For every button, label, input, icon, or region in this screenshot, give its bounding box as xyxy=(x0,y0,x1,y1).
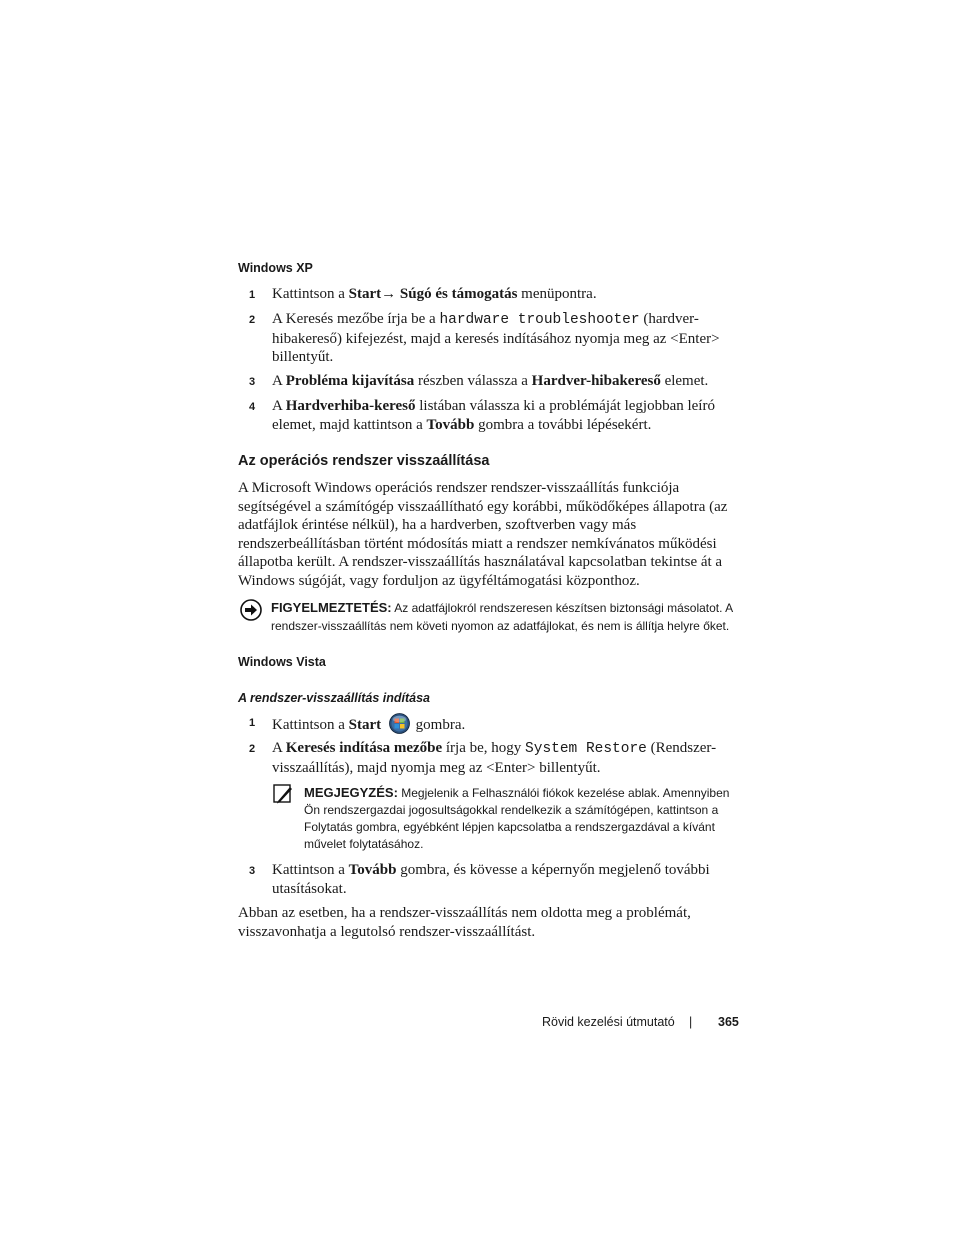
note-box xyxy=(273,784,739,853)
step-text: írja be, hogy xyxy=(442,740,526,756)
warning-arrow-icon xyxy=(240,599,262,626)
step-text: (hardver-hibakereső) kifejezést, majd a keresés indításához nyomja meg az <Enter> billentyűt. xyxy=(272,311,720,365)
section-heading-restore: Az operációs rendszer visszaállítása xyxy=(238,453,490,469)
windows-xp-heading: Windows XP xyxy=(238,261,313,275)
step-number: 3 xyxy=(249,376,256,388)
xp-step-2 xyxy=(249,310,729,367)
step-number: 1 xyxy=(249,717,256,729)
page-number: 365 xyxy=(718,1015,739,1029)
restore-paragraph: A Microsoft Windows operációs rendszer rendszer-visszaállítás funkciója segítségével a számítógép visszaállítható egy korábbi, működőképes állapotra (az adatfájlok érintése nélkül), ha a hardverben, szoftverben vagy más rendszerbeállításban történt módosítás miatt a rendszer nemkívánatos működési állapotba került. A rendszer-visszaállítás használatával kapcsolatban tekintse át a Windows súgóját, vagy forduljon az ügyféltámogatási központhoz. xyxy=(238,480,728,589)
step-text: gombra a további lépésekért. xyxy=(474,416,652,433)
note-text: Megjelenik a Felhasználói fiókok kezelése ablak. Amennyiben Ön rendszergazdai jogosultságokkal rendelkezik a számítógépen, kattintson a Folytatás gombra, egyébként lépjen kapcsolatba a rendszergazdával a kívánt művelet folytatásához. xyxy=(304,786,730,851)
step-text: A xyxy=(272,740,286,756)
warning-text: Az adatfájlokról rendszeresen készítsen biztonsági másolatot. A rendszer-visszaállítás nem követi nyomon az adatfájlokat, és nem is állítja helyre őket. xyxy=(271,601,733,633)
step-text: részben válassza a xyxy=(414,373,532,389)
vista-step-3 xyxy=(249,861,729,898)
step-text: gombra. xyxy=(411,717,466,733)
vista-step-2 xyxy=(249,739,729,777)
start-search-label: Keresés indítása mezőbe xyxy=(285,740,443,756)
pencil-note-icon xyxy=(273,784,293,809)
step-text: listában válassza ki a problémáját legjobban leíró elemet, majd kattintson a xyxy=(272,398,715,433)
step-text: Kattintson a xyxy=(272,862,349,878)
next-label: Tovább xyxy=(348,862,397,878)
code-system-restore: System Restore xyxy=(525,741,647,757)
restore-start-subheading: A rendszer-visszaállítás indítása xyxy=(238,691,430,705)
xp-step-3 xyxy=(249,372,729,391)
footer-title: Rövid kezelési útmutató xyxy=(542,1015,675,1029)
next-label: Tovább xyxy=(426,416,475,433)
step-number: 2 xyxy=(249,314,256,326)
xp-step-4 xyxy=(249,397,729,434)
step-number: 3 xyxy=(249,865,256,877)
footer-separator: | xyxy=(689,1015,693,1029)
hardware-troubleshooter-label: Hardver-hibakereső xyxy=(531,373,661,389)
vista-step-1 xyxy=(249,713,729,740)
step-number: 1 xyxy=(249,289,256,301)
step-text: elemet. xyxy=(660,373,709,389)
code-hardware-troubleshooter: hardware troubleshooter xyxy=(439,312,640,328)
help-support-label: Súgó és támogatás xyxy=(399,286,518,302)
start-menu-label: Start xyxy=(348,286,382,302)
start-label: Start xyxy=(348,717,382,733)
step-text: gombra, és kövesse a képernyőn megjelenő további utasításokat. xyxy=(272,862,710,897)
windows-start-orb-icon xyxy=(389,713,410,740)
step-text: A xyxy=(272,373,286,389)
step-text: (Rendszer-visszaállítás), majd nyomja meg az <Enter> billentyűt. xyxy=(272,740,717,776)
fix-problem-label: Probléma kijavítása xyxy=(285,373,415,389)
hardware-finder-label: Hardverhiba-kereső xyxy=(285,398,416,414)
step-text: Kattintson a xyxy=(272,717,349,733)
xp-step-1 xyxy=(249,285,729,304)
step-number: 4 xyxy=(249,401,256,413)
warning-notice xyxy=(240,599,740,635)
closing-paragraph: Abban az esetben, ha a rendszer-visszaállítás nem oldotta meg a problémát, visszavonhatja a legutolsó rendszer-visszaállítást. xyxy=(238,905,691,940)
arrow-icon: → xyxy=(381,286,400,302)
note-label: MEGJEGYZÉS: xyxy=(304,785,398,800)
step-text: Kattintson a xyxy=(272,286,349,302)
warning-label: FIGYELMEZTETÉS: xyxy=(271,600,392,615)
step-text: menüpontra. xyxy=(517,286,597,302)
windows-vista-heading: Windows Vista xyxy=(238,655,326,669)
step-text: A xyxy=(272,398,286,414)
step-text: A Keresés mezőbe írja be a xyxy=(272,311,440,327)
step-number: 2 xyxy=(249,743,256,755)
